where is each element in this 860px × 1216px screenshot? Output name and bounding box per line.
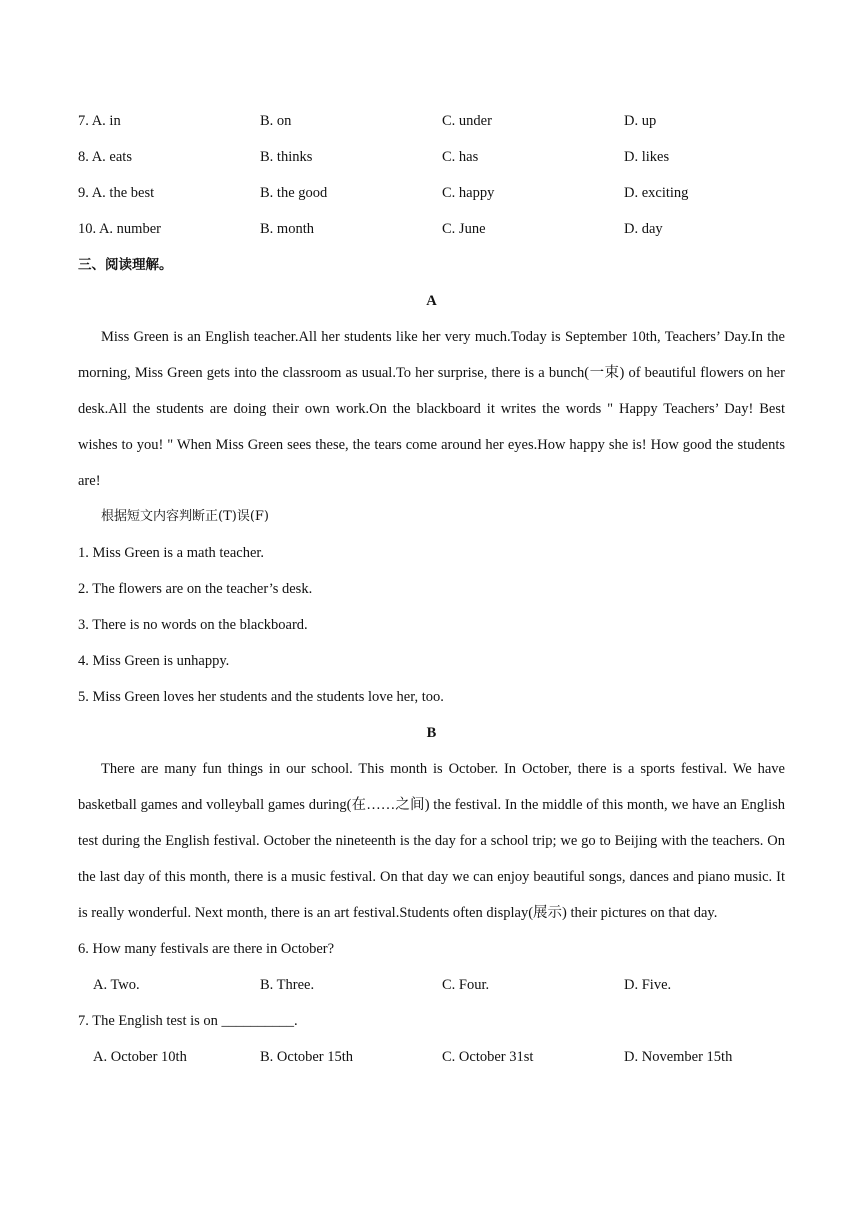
- option-b: B. on: [260, 113, 292, 129]
- statement-1: 1. Miss Green is a math teacher.: [78, 545, 265, 561]
- option-b: B. month: [260, 221, 314, 237]
- option-d: D. up: [624, 113, 657, 129]
- option-d: D. exciting: [624, 185, 689, 201]
- option-c: C. has: [442, 149, 479, 165]
- question-7-options: [78, 1039, 785, 1075]
- passage-b-text: There are many fun things in our school. This month is October. In October, there is a sports festival. We have basketball games and volleyball games during(在……之间) the festival. In the middle of this month, we have an English test during the English festival. October the nineteenth is the day for a school trip; we go to Beijing with the teachers. On the last day of this month, there is a music festival. On that day we can enjoy beautiful songs, dances and piano music. It is really wonderful. Next month, there is an art festival.Students often display(展示) their pictures on that day.: [78, 761, 785, 921]
- option-a: A. Two.: [93, 977, 140, 993]
- option-c: C. June: [442, 221, 486, 237]
- option-c: C. October 31st: [442, 1049, 534, 1065]
- option-b: B. Three.: [260, 977, 315, 993]
- passage-b-heading: B: [426, 725, 437, 741]
- option-row-7: [78, 103, 785, 139]
- question-7-stem: 7. The English test is on __________.: [78, 1013, 298, 1029]
- section-title: 三、阅读理解。: [78, 257, 173, 273]
- option-b: B. October 15th: [260, 1049, 354, 1065]
- statement-5: 5. Miss Green loves her students and the students love her, too.: [78, 689, 444, 705]
- passage-a-text: Miss Green is an English teacher.All her students like her very much.Today is September 10th, Teachers’ Day.In the morning, Miss Green gets into the classroom as usual.To her surprise, there is a bunch(一束) of beautiful flowers on her desk.All the students are doing their own work.On the blackboard it writes the words " Happy Teachers’ Day! Best wishes to you! " When Miss Green sees these, the tears come around her eyes.How happy she is! How good the students are!: [78, 329, 785, 489]
- question-6-stem: 6. How many festivals are there in October?: [78, 941, 335, 957]
- option-d: D. November 15th: [624, 1049, 733, 1065]
- statement-4: 4. Miss Green is unhappy.: [78, 653, 230, 669]
- statement-2: 2. The flowers are on the teacher’s desk.: [78, 581, 313, 597]
- worksheet-page: [78, 103, 785, 1075]
- option-a: A. October 10th: [93, 1049, 187, 1065]
- option-a: 8. A. eats: [78, 149, 132, 165]
- passage-a-heading: A: [426, 293, 437, 309]
- statement-3: 3. There is no words on the blackboard.: [78, 617, 308, 633]
- option-c: C. Four.: [442, 977, 490, 993]
- option-d: D. day: [624, 221, 663, 237]
- option-a: 7. A. in: [78, 113, 121, 129]
- option-row-8: [78, 139, 785, 175]
- option-c: C. happy: [442, 185, 495, 201]
- option-row-10: [78, 211, 785, 247]
- option-c: C. under: [442, 113, 492, 129]
- option-row-9: [78, 175, 785, 211]
- option-b: B. thinks: [260, 149, 313, 165]
- question-6-options: [78, 967, 785, 1003]
- option-a: 9. A. the best: [78, 185, 155, 201]
- option-a: 10. A. number: [78, 221, 161, 237]
- option-d: D. Five.: [624, 977, 672, 993]
- passage-a-instruction: 根据短文内容判断正(T)误(F): [101, 509, 269, 524]
- option-d: D. likes: [624, 149, 670, 165]
- option-b: B. the good: [260, 185, 328, 201]
